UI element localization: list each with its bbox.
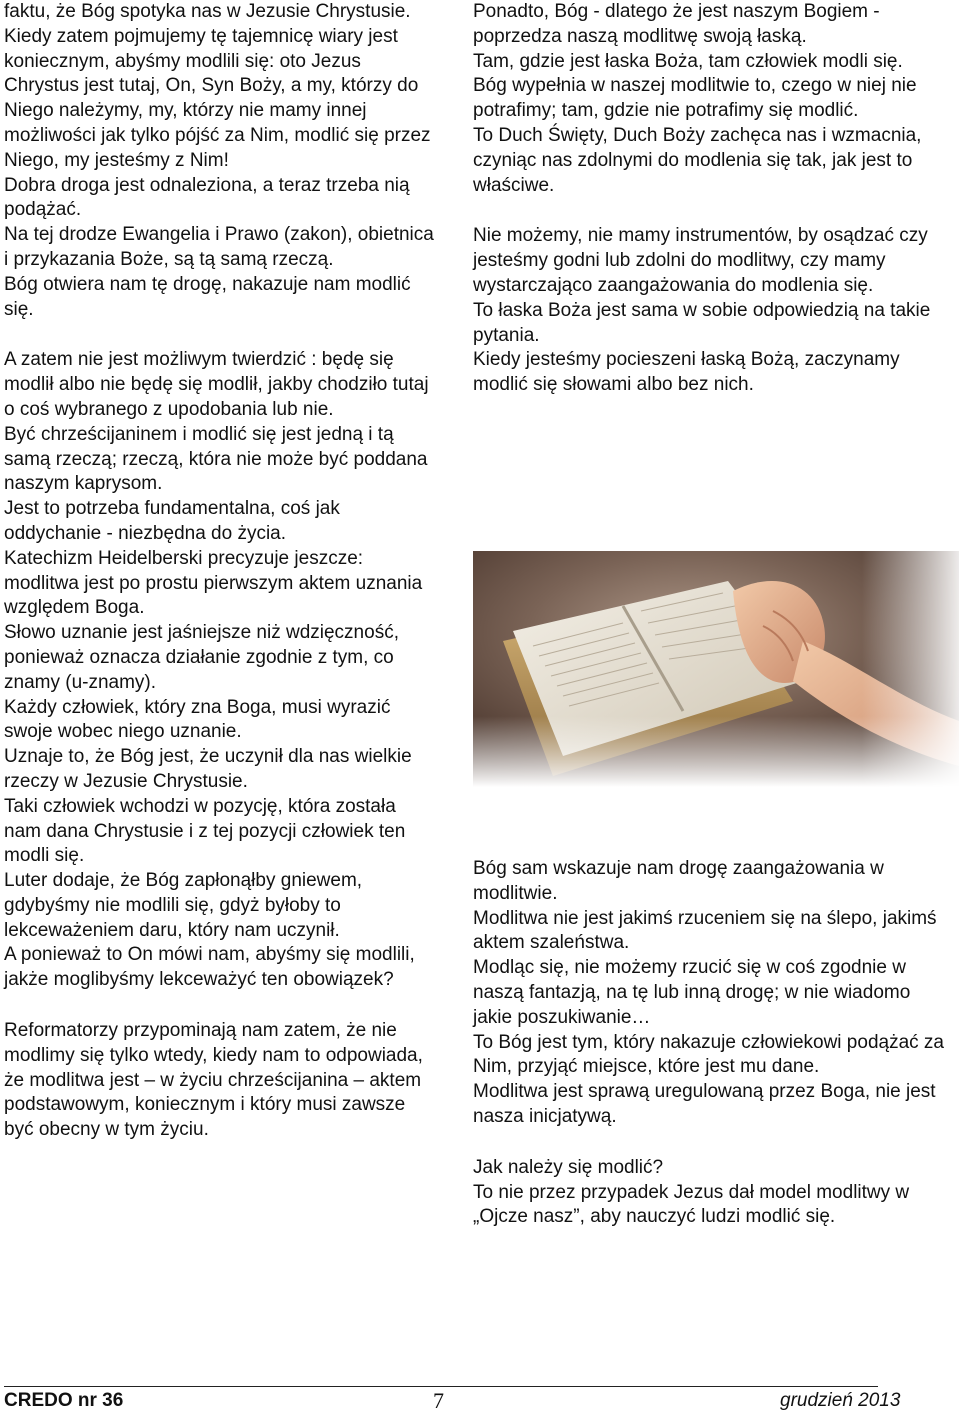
paragraph: Bóg sam wskazuje nam drogę zaangażowania w modlitwie. — [473, 858, 884, 904]
paragraph: Na tej drodze Ewangelia i Prawo (zakon), obietnica i przykazania Boże, są tą samą rzeczą. — [4, 224, 434, 270]
paragraph: Katechizm Heidelberski precyzuje jeszcze: modlitwa jest po prostu pierwszym aktem uznania względem Boga. — [4, 547, 423, 619]
paragraph: Każdy człowiek, który zna Boga, musi wyrazić swoje wobec niego uznanie. — [4, 696, 391, 743]
paragraph: Modlitwa nie jest jakimś rzuceniem się na ślepo, jakimś aktem szaleństwa. — [473, 907, 937, 954]
paragraph-gap — [473, 1130, 953, 1156]
footer-publication: CREDO nr 36 — [4, 1390, 124, 1411]
paragraph: Tam, gdzie jest łaska Boża, tam człowiek modli się. — [473, 50, 903, 72]
right-column-top — [473, 0, 953, 398]
paragraph: Nie możemy, nie mamy instrumentów, by osądzać czy jesteśmy godni lub zdolni do modlitwy, czy mamy wystarczająco zaangażowania do modlenia się. — [473, 225, 928, 296]
paragraph: Jest to potrzeba fundamentalna, coś jak oddychanie - niezbędna do życia. — [4, 498, 340, 544]
left-column — [4, 0, 434, 1143]
footer-date: grudzień 2013 — [780, 1390, 901, 1411]
paragraph: A ponieważ to On mówi nam, abyśmy się modlili, jakże moglibyśmy lekceważyć ten obowiązek? — [4, 944, 415, 991]
paragraph: Kiedy zatem pojmujemy tę tajemnicę wiary jest koniecznym, abyśmy modlili się: oto Jezus Chrystus jest tutaj, On, Syn Boży, a my, którzy do Niego należymy, my, którzy nie mamy innej możliwości jak tylko pójść za Nim, modlić się przez Niego, my jesteśmy z Nim! — [4, 25, 431, 171]
paragraph-gap — [4, 993, 434, 1019]
paragraph: Uznaje to, że Bóg jest, że uczynił dla nas wielkie rzeczy w Jezusie Chrystusie. — [4, 746, 412, 792]
question-heading: Jak należy się modlić? — [473, 1156, 664, 1178]
paragraph: A zatem nie jest możliwym twierdzić : będę się modlił albo nie będę się modlił, jakby chodziło tutaj o coś wybranego z upodobania lub nie. — [4, 349, 429, 420]
paragraph-gap — [473, 198, 953, 224]
paragraph: Reformatorzy przypominają nam zatem, że nie modlimy się tylko wtedy, kiedy nam to odpowiada, że modlitwa jest – w życiu chrześcijanina – aktem podstawowym, koniecznym i który musi zawsze być obecny w tym życiu. — [4, 1020, 423, 1141]
paragraph: faktu, że Bóg spotyka nas w Jezusie Chrystusie. — [4, 1, 411, 22]
paragraph: Luter dodaje, że Bóg zapłonąłby gniewem, gdybyśmy nie modlili się, gdyż byłoby to lekceważeniem daru, który nam uczynił. — [4, 870, 363, 941]
paragraph: To Duch Święty, Duch Boży zachęca nas i wzmacnia, czyniąc nas zdolnymi do modlenia się tak, jak jest to właściwe. — [473, 124, 922, 196]
paragraph: Słowo uznanie jest jaśniejsze niż wdzięczność, ponieważ oznacza działanie zgodnie z tym, co znamy (u-znamy). — [4, 622, 399, 693]
right-column-bottom — [473, 857, 953, 1230]
paragraph: To łaska Boża jest sama w sobie odpowiedzią na takie pytania. — [473, 299, 931, 346]
paragraph: Modląc się, nie możemy rzucić się w coś zgodnie w naszą fantazją, na tę lub inną drogę; w nie wiadomo jakie poszukiwanie… — [473, 957, 911, 1028]
paragraph: Modlitwa jest sprawą uregulowaną przez Boga, nie jest nasza inicjatywą. — [473, 1081, 936, 1127]
paragraph: Taki człowiek wchodzi w pozycję, która została nam dana Chrystusie i z tej pozycji człowiek ten modli się. — [4, 795, 406, 867]
footer-divider — [4, 1386, 878, 1387]
paragraph: Kiedy jesteśmy pocieszeni łaską Bożą, zaczynamy modlić się słowami albo bez nich. — [473, 349, 900, 396]
praying-hands-bible-photo — [473, 551, 959, 787]
paragraph: Bóg otwiera nam tę drogę, nakazuje nam modlić się. — [4, 273, 411, 320]
paragraph: To nie przez przypadek Jezus dał model modlitwy w „Ojcze nasz”, aby nauczyć ludzi modlić się. — [473, 1181, 910, 1228]
paragraph: Dobra droga jest odnaleziona, a teraz trzeba nią podążać. — [4, 174, 410, 221]
paragraph: To Bóg jest tym, który nakazuje człowiekowi podążać za Nim, przyjąć miejsce, które jest mu dane. — [473, 1031, 944, 1078]
paragraph: Bóg wypełnia w naszej modlitwie to, czego w niej nie potrafimy; tam, gdzie nie potrafimy się modlić. — [473, 75, 917, 122]
paragraph-gap — [4, 322, 434, 348]
paragraph: Być chrześcijaninem i modlić się jest jedną i tą samą rzeczą; rzeczą, która nie może być poddana naszym kaprysom. — [4, 423, 428, 495]
page-number: 7 — [433, 1388, 444, 1413]
paragraph: Ponadto, Bóg - dlatego że jest naszym Bogiem - poprzedza naszą modlitwę swoją łaską. — [473, 1, 880, 47]
